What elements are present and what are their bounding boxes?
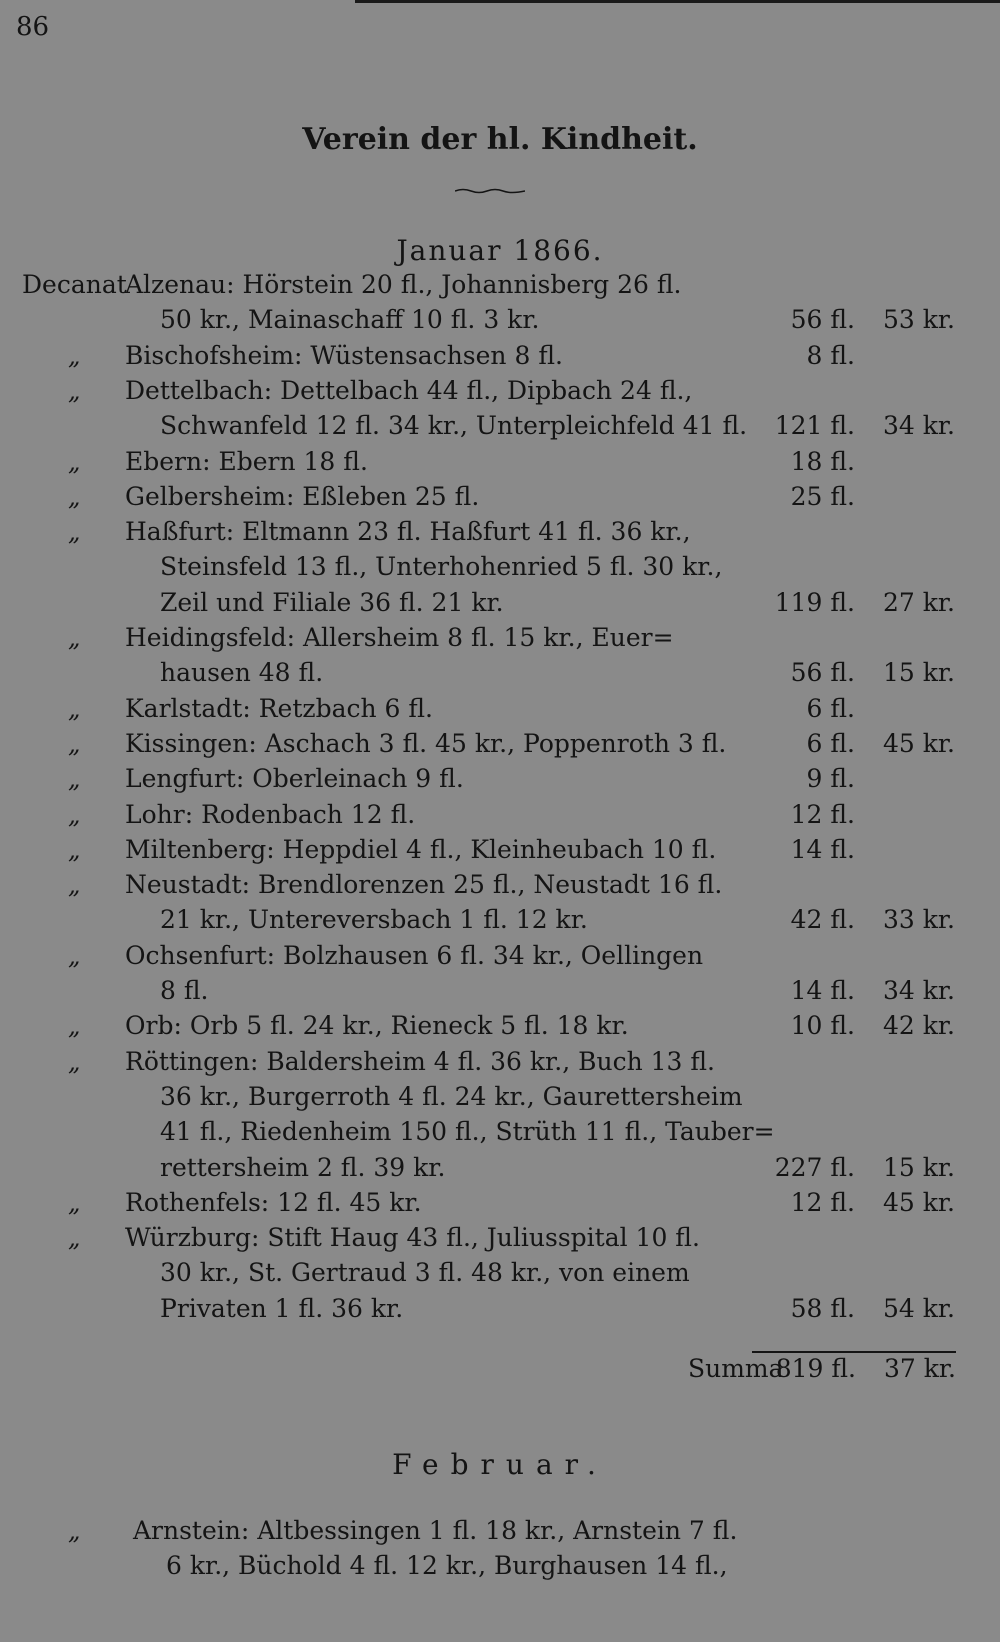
entry-line: Alzenau: Hörstein 20 fl., Johannisberg 26 fl. (125, 270, 682, 299)
entry-line: Privaten 1 fl. 36 kr. (160, 1293, 404, 1323)
entry-line: Kissingen: Aschach 3 fl. 45 kr., Poppenroth 3 fl. (125, 728, 727, 758)
entry-line: Ochsenfurt: Bolzhausen 6 fl. 34 kr., Oellingen (125, 940, 704, 970)
entry-total (760, 973, 955, 1009)
entry-line: hausen 48 fl. (160, 658, 324, 688)
total-kr: 45 kr. (882, 728, 955, 758)
entry-total (760, 302, 955, 338)
entry-line: 8 fl. (160, 976, 209, 1005)
entry-total (760, 408, 955, 444)
total-fl: 119 fl. (774, 587, 855, 617)
month-heading-february: Februar. (392, 1448, 608, 1481)
summa-kr: 37 kr. (883, 1354, 956, 1383)
total-fl: 227 fl. (774, 1152, 855, 1182)
total-fl: 14 fl. (790, 976, 855, 1005)
total-kr: 34 kr. (882, 976, 955, 1005)
entry-line: 21 kr., Untereversbach 1 fl. 12 kr. (160, 905, 588, 935)
entry-line: Bischofsheim: Wüstensachsen 8 fl. (125, 340, 563, 370)
month-heading-january: Januar 1866. (396, 234, 604, 267)
entry-line: rettersheim 2 fl. 39 kr. (160, 1152, 446, 1182)
page-title: Verein der hl. Kindheit. (302, 122, 698, 157)
total-fl: 9 fl. (806, 764, 855, 794)
entry-line: Rothenfels: 12 fl. 45 kr. (125, 1187, 422, 1217)
entry-line: Lohr: Rodenbach 12 fl. (125, 799, 416, 829)
ditto-mark: „ (68, 694, 81, 723)
ditto-mark: „ (68, 1188, 81, 1217)
ditto-mark: „ (68, 624, 81, 652)
total-kr: 45 kr. (882, 1187, 955, 1217)
ditto-mark: „ (68, 729, 81, 758)
total-fl: 42 fl. (790, 905, 855, 935)
entry-total (760, 832, 955, 868)
entry-total (760, 1008, 955, 1044)
ditto-mark: „ (68, 376, 81, 405)
ditto-mark: „ (68, 447, 81, 476)
ditto-mark: „ (68, 1012, 81, 1041)
ditto-mark: „ (68, 941, 81, 970)
entry-line: Miltenberg: Heppdiel 4 fl., Kleinheubach 10 fl. (125, 834, 717, 864)
summa-fl: 819 fl. (775, 1354, 856, 1383)
ditto-mark: „ (68, 1224, 81, 1253)
total-fl: 18 fl. (790, 446, 855, 476)
top-rule (355, 0, 1000, 3)
total-fl: 10 fl. (790, 1011, 855, 1041)
ditto-mark: „ (68, 341, 81, 370)
entry-line: 30 kr., St. Gertraud 3 fl. 48 kr., von einem (160, 1258, 690, 1288)
ditto-mark: „ (68, 765, 81, 794)
entry-total (760, 797, 955, 833)
summa-row (680, 1351, 956, 1387)
entry-total (760, 902, 955, 938)
entry-total (760, 444, 955, 480)
entry-line: 41 fl., Riedenheim 150 fl., Strüth 11 fl., Tauber= (160, 1117, 775, 1147)
total-fl: 6 fl. (806, 728, 855, 758)
total-fl: 12 fl. (790, 799, 855, 829)
entry-line: Gelbersheim: Eßleben 25 fl. (125, 481, 480, 511)
ditto-mark: „ (68, 800, 81, 829)
total-kr: 15 kr. (882, 1152, 955, 1182)
entry-total (760, 726, 955, 762)
total-kr: 15 kr. (882, 658, 955, 688)
entry-total (760, 1291, 955, 1327)
entry-total (760, 691, 955, 727)
entry-line: Haßfurt: Eltmann 23 fl. Haßfurt 41 fl. 36 kr., (125, 517, 691, 547)
ditto-mark: „ (68, 482, 81, 511)
entry-line: Röttingen: Baldersheim 4 fl. 36 kr., Buch 13 fl. (125, 1046, 716, 1076)
total-kr: 33 kr. (882, 905, 955, 935)
total-kr: 54 kr. (882, 1293, 955, 1323)
entry-line: Orb: Orb 5 fl. 24 kr., Rieneck 5 fl. 18 kr. (125, 1011, 629, 1041)
entry-line: Arnstein: Altbessingen 1 fl. 18 kr., Arnstein 7 fl. (133, 1516, 738, 1545)
entry-line: 50 kr., Mainaschaff 10 fl. 3 kr. (160, 305, 540, 335)
ditto-mark: „ (68, 1047, 81, 1076)
decanat-label: Decanat (22, 270, 127, 299)
entry-line: Ebern: Ebern 18 fl. (125, 446, 368, 476)
summa-label: Summa (688, 1354, 784, 1383)
entry-total (760, 761, 955, 797)
entry-total (760, 1150, 955, 1186)
entry-total (760, 479, 955, 515)
entry-line: 36 kr., Burgerroth 4 fl. 24 kr., Gaurettersheim (160, 1081, 743, 1111)
entry-line: 6 kr., Büchold 4 fl. 12 kr., Burghausen 14 fl., (166, 1551, 728, 1581)
total-fl: 12 fl. (790, 1187, 855, 1217)
ditto-mark: „ (68, 871, 81, 900)
entry-line: Dettelbach: Dettelbach 44 fl., Dipbach 24 fl., (125, 375, 693, 405)
entry-line: Zeil und Filiale 36 fl. 21 kr. (160, 587, 504, 617)
entry-line: Lengfurt: Oberleinach 9 fl. (125, 764, 464, 794)
total-fl: 56 fl. (790, 658, 855, 688)
total-fl: 8 fl. (806, 340, 855, 370)
entry-line: Schwanfeld 12 fl. 34 kr., Unterpleichfeld 41 fl. (160, 411, 748, 441)
entry-total (760, 585, 955, 621)
ornament-divider (455, 188, 525, 194)
total-fl: 14 fl. (790, 834, 855, 864)
total-kr: 42 kr. (882, 1011, 955, 1041)
ditto-mark: „ (68, 518, 81, 547)
ditto-mark: „ (68, 1517, 81, 1545)
total-fl: 56 fl. (790, 305, 855, 335)
entry-line: Karlstadt: Retzbach 6 fl. (125, 693, 433, 723)
page-number: 86 (16, 12, 50, 42)
entry-total (760, 1185, 955, 1221)
entry-line: Steinsfeld 13 fl., Unterhohenried 5 fl. 30 kr., (160, 552, 723, 582)
entry-line: Würzburg: Stift Haug 43 fl., Juliusspital 10 fl. (125, 1223, 700, 1253)
entry-total (760, 655, 955, 691)
total-fl: 6 fl. (806, 693, 855, 723)
entry-total (760, 338, 955, 374)
total-fl: 58 fl. (790, 1293, 855, 1323)
entry-line: Heidingsfeld: Allersheim 8 fl. 15 kr., Euer= (125, 623, 674, 652)
total-kr: 34 kr. (882, 411, 955, 441)
total-fl: 121 fl. (774, 411, 855, 441)
ditto-mark: „ (68, 835, 81, 864)
total-kr: 53 kr. (882, 305, 955, 335)
total-fl: 25 fl. (790, 481, 855, 511)
entry-line: Neustadt: Brendlorenzen 25 fl., Neustadt 16 fl. (125, 870, 723, 900)
total-kr: 27 kr. (882, 587, 955, 617)
